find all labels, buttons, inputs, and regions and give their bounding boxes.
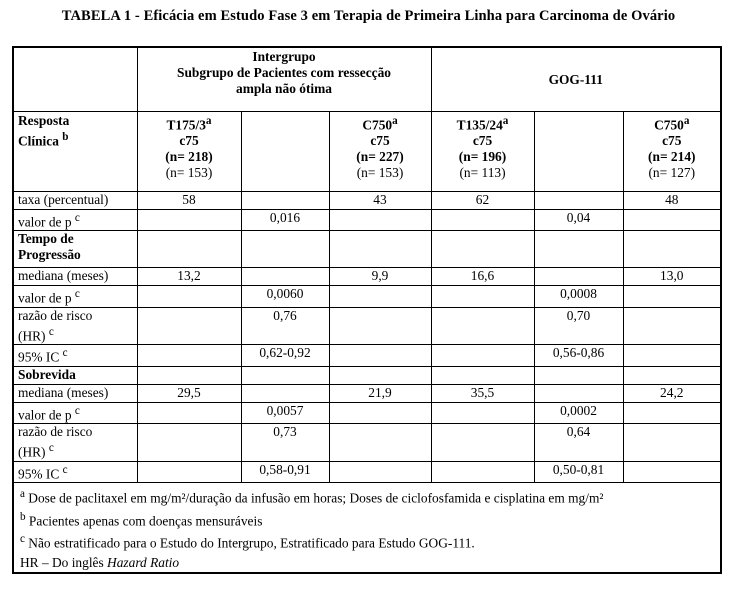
footnote-hr: HR – Do inglês Hazard Ratio	[20, 554, 180, 570]
arm-header: C750$^a$ c75 (n= 214) (n= 127)	[623, 112, 721, 192]
table-row: valor de p $^c$ 0,0057 0,0002	[13, 402, 721, 423]
table-row: razão de risco (HR) $^c$ 0,76 0,70	[13, 307, 721, 344]
footnote-a: $^a$ Dose de paclitaxel em mg/m²/duração da infusão em horas; Doses de ciclofosfamida e cisplatina em mg/m²	[20, 488, 604, 506]
group-header-row	[13, 47, 721, 112]
arm-header: T135/24$^a$ c75 (n= 196) (n= 113)	[431, 112, 534, 192]
table-row: 95% IC $^c$ 0,58-0,91 0,50-0,81	[13, 461, 721, 482]
table-row: razão de risco (HR) $^c$ 0,73 0,64	[13, 424, 721, 461]
table-row: 95% IC $^c$ 0,62-0,92 0,56-0,86	[13, 345, 721, 366]
footnote-b: $^b$ Pacientes apenas com doenças mensuráveis	[20, 510, 263, 529]
corner-cell	[13, 47, 137, 112]
table-row: valor de p $^c$ 0,016 0,04	[13, 210, 721, 231]
table-row: taxa (percentual) 58 43 62 48	[13, 192, 721, 210]
arm-header: T175/3$^a$ c75 (n= 218) (n= 153)	[137, 112, 241, 192]
intergroup-header: Intergrupo Subgrupo de Pacientes com ressecção ampla não ótima	[137, 47, 431, 112]
arm-header: C750$^a$ c75 (n= 227) (n= 153)	[329, 112, 431, 192]
efficacy-table	[12, 46, 722, 574]
table-row: mediana (meses) 13,2 9,9 16,6 13,0	[13, 268, 721, 286]
section-label: Tempo de Progressão	[13, 231, 137, 268]
table-row: valor de p $^c$ 0,0060 0,0008	[13, 286, 721, 307]
empty-cell	[534, 112, 623, 192]
arm-header-row	[13, 112, 721, 192]
empty-cell	[241, 112, 329, 192]
table-row: mediana (meses) 29,5 21,9 35,5 24,2	[13, 384, 721, 402]
footnote-c: $^c$ Não estratificado para o Estudo do Intergrupo, Estratificado para Estudo GOG-111.	[20, 533, 475, 551]
footnotes	[13, 483, 721, 573]
section-row	[13, 366, 721, 384]
table-title: TABELA 1 - Eficácia em Estudo Fase 3 em Terapia de Primeira Linha para Carcinoma de Ovário	[61, 8, 676, 24]
response-label: Resposta Clínica $^b$	[13, 112, 137, 192]
section-row	[13, 231, 721, 268]
footnotes-row	[13, 483, 721, 573]
gog-header: GOG-111	[431, 47, 721, 112]
section-label: Sobrevida	[13, 366, 137, 384]
